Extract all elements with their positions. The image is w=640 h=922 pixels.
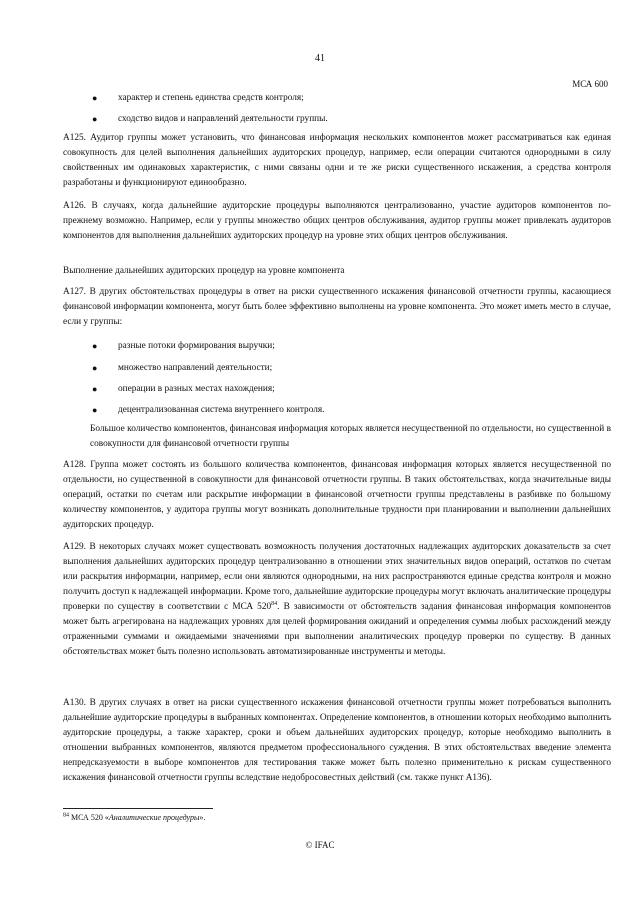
footnote-divider (63, 808, 213, 809)
list-item-text: операции в разных местах нахождения; (118, 384, 275, 394)
subheading-text: Большое количество компонентов, финансовая информация которых является несущественной по отдельности, но существенной в совокупности для финансовой отчетности группы (90, 424, 611, 449)
bullet-icon: ● (92, 341, 98, 351)
list-item-text: децентрализованная система внутреннего контроля. (118, 405, 325, 415)
bullet-icon: ● (92, 405, 98, 415)
list-item-text: сходство видов и направлений деятельности группы. (118, 114, 328, 124)
paragraph-text: В других обстоятельствах процедуры в ответ на риски существенного искажения финансовой отчетности группы, касающиеся финансовой информации компонента, могут быть более эффективно выполнены на уровне компонента. Это может иметь место в случае, если у группы: (63, 287, 611, 327)
section-heading: Выполнение дальнейших аудиторских процедур на уровне компонента (63, 266, 345, 276)
bullet-icon: ● (92, 363, 98, 373)
footnote-title: Аналитические процедуры (108, 813, 200, 822)
footnote-number: 84 (63, 812, 69, 819)
paragraph-a129 (63, 540, 611, 660)
paragraph-a130 (63, 696, 611, 786)
list-item-text: разные потоки формирования выручки; (118, 341, 275, 351)
paragraph-text: В других случаях в ответ на риски существенного искажения финансовой отчетности группы может потребоваться выполнить дальнейшие аудиторские процедуры в выбранных компонентах. Определение компонентов, в отношении которых необходимо выполнить аудиторские процедуры, а также характер, сроки и объем дальнейших аудиторских процедур, которые необходимо выполнить в отношении выбранных компонентов, являются предметом профессионального суждения. В этих обстоятельствах введение элемента непредсказуемости в выборе компонентов для тестирования также может быть полезно применительно к рискам существенного искажения финансовой отчетности группы вследствие недобросовестных действий (см. также пункт А136). (63, 698, 611, 783)
list-item-text: характер и степень единства средств контроля; (118, 93, 304, 103)
paragraph-text: В случаях, когда дальнейшие аудиторские процедуры выполняются централизованно, участие аудиторов компонентов по-прежнему возможно. Например, если у группы множество общих центров обслуживания, аудитор группы может привлекать аудиторов компонентов для выполнения дальнейших аудиторских процедур на уровне этих общих центров обслуживания. (63, 201, 611, 241)
bullet-icon: ● (92, 384, 98, 394)
bullet-icon: ● (92, 93, 98, 103)
paragraph-text: В некоторых случаях может существовать возможность получения достаточных надлежащих аудиторских доказательств за счет выполнения дальнейших аудиторских процедур централизованно в отношении этих значительных видов операций, остатков по счетам или раскрытия информации, например, если они являются однородными, на них распространяются единые средства контроля и можно получить доступ к надлежащей информации. Кроме того, дальнейшие аудиторские процедуры могут включать аналитические процедуры проверки по существу в соответствии с МСА 520 (63, 542, 612, 612)
page-number: 41 (315, 53, 325, 64)
paragraph-text: Аудитор группы может установить, что финансовая информация нескольких компонентов может рассматриваться как единая совокупность для целей выполнения дальнейших аудиторских процедур, например, если операции считаются однородными в силу свойственных им одинаковых характеристик, с ними связаны одни и те же риски существенного искажения, а средства контроля разработаны и функционируют единообразно. (63, 133, 611, 188)
page-footer: © IFAC (305, 840, 335, 850)
bullet-icon: ● (92, 114, 98, 124)
paragraph-a125 (63, 131, 611, 191)
paragraph-a127 (63, 285, 611, 330)
paragraph-id: A128. (63, 460, 86, 470)
paragraph-text: Группа может состоять из большого количества компонентов, финансовая информация которых является несущественной по отдельности, но существенной в совокупности для финансовой отчетности группы. В таких обстоятельствах, когда значительные виды операций, остатки по счетам или раскрытие информации в финансовой отчетности группы представлены в разбивке по большому количеству компонентов, у аудитора группы могут возникать дополнительные трудности при планировании и выполнении дальнейших аудиторских процедур. (63, 460, 611, 530)
standard-label: МСА 600 (572, 79, 608, 89)
footnote-ref[interactable]: 84 (271, 600, 278, 607)
footnote (63, 810, 205, 825)
paragraph-id: A130. (63, 698, 86, 708)
footnote-text: МСА 520 « (71, 813, 109, 822)
paragraph-a128 (63, 458, 611, 533)
paragraph-id: A125. (63, 133, 86, 143)
list-item-text: множество направлений деятельности; (118, 363, 273, 373)
paragraph-text-cont: . В зависимости от обстоятельств задания финансовая информация компонентов может быть агрегирована на надлежащих уровнях для целей формирования ожиданий и определения суммы любых расхождений между отраженными суммами и ожидаемыми значениями при выполнении аналитических процедур проверки по существу. В данных обстоятельствах может быть полезно использовать автоматизированные инструменты и методы. (63, 602, 612, 657)
footnote-text-end: ». (199, 813, 206, 822)
paragraph-id: A126. (63, 201, 86, 211)
paragraph-id: A127. (63, 287, 86, 297)
paragraph-a126 (63, 199, 611, 244)
paragraph-id: A129. (63, 542, 86, 552)
